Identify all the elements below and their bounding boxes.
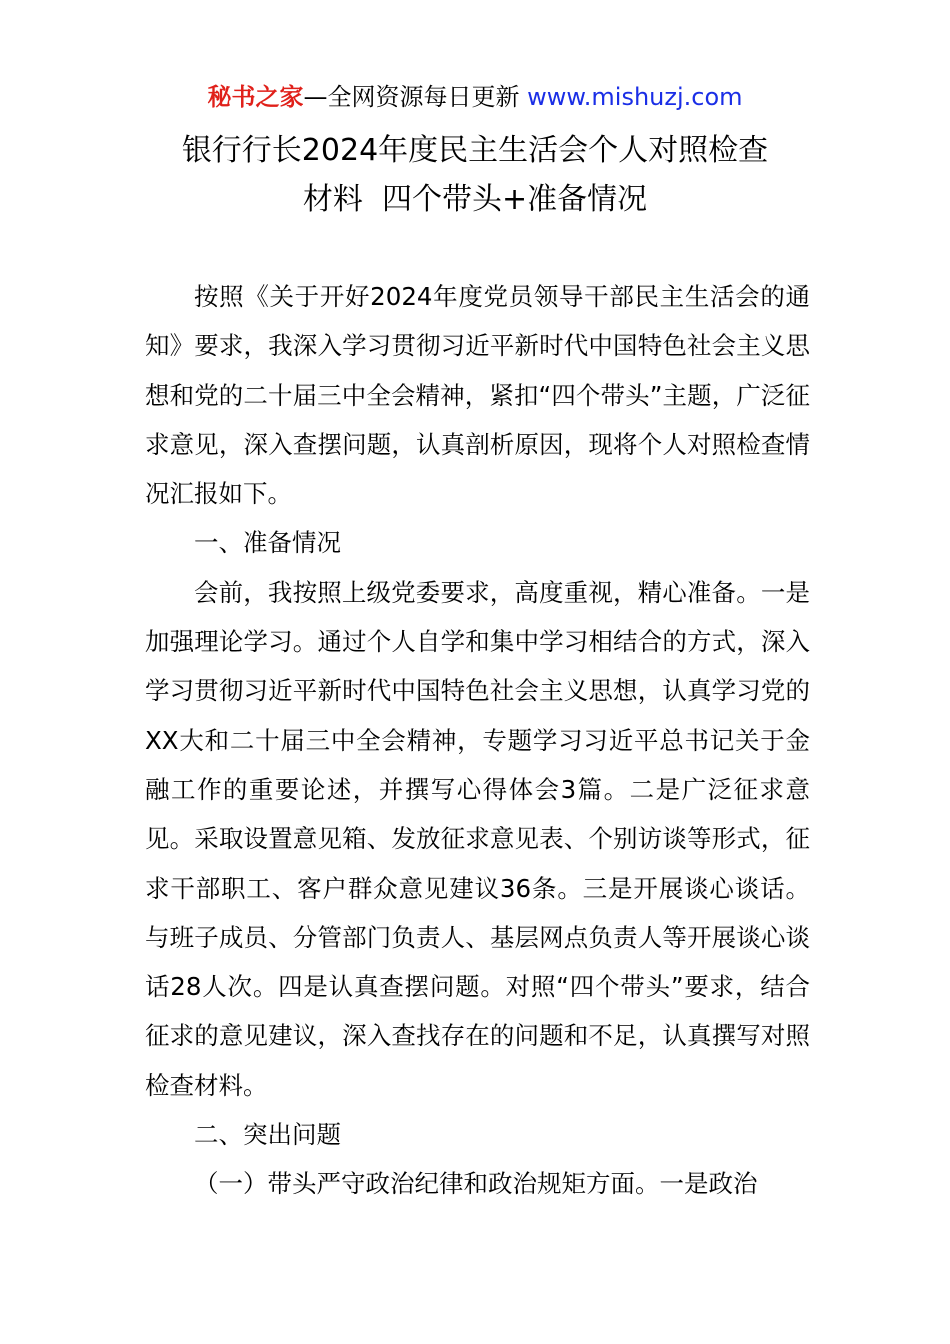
preparation-paragraph: 会前，我按照上级党委要求，高度重视，精心准备。一是加强理论学习。通过个人自学和集中学习相结合的方式，深入学习贯彻习近平新时代中国特色社会主义思想，认真学习党的XX大和二十届三中全会精神，专题学习习近平总书记关于金融工作的重要论述，并撰写心得体会3篇。二是广泛征求意见。采取设置意见箱、发放征求意见表、个别访谈等形式，征求干部职工、客户群众意见建议36条。三是开展谈心谈话。与班子成员、分管部门负责人、基层网点负责人等开展谈心谈话28人次。四是认真查摆问题。对照“四个带头”要求，结合征求的意见建议，深入查找存在的问题和不足，认真撰写对照检查材料。 xyxy=(145,577,810,1100)
problem-item-1: （一）带头严守政治纪律和政治规矩方面。一是政治 xyxy=(194,1169,758,1199)
section-heading-problems: 二、突出问题 xyxy=(194,1120,341,1150)
document-body xyxy=(145,272,810,1209)
document-title xyxy=(100,126,850,224)
site-header xyxy=(0,80,950,114)
header-tagline: —全网资源每日更新 xyxy=(303,83,520,111)
site-url-link[interactable]: www.mishuzj.com xyxy=(527,83,743,111)
section-heading-preparation: 一、准备情况 xyxy=(194,528,341,558)
title-line-1: 银行行长2024年度民主生活会个人对照检查 xyxy=(181,133,769,168)
title-line-2: 材料 四个带头+准备情况 xyxy=(302,182,648,217)
brand-name: 秘书之家 xyxy=(207,83,304,111)
intro-paragraph: 按照《关于开好2024年度党员领导干部民主生活会的通知》要求，我深入学习贯彻习近平新时代中国特色社会主义思想和党的二十届三中全会精神，紧扣“四个带头”主题，广泛征求意见，深入查摆问题，认真剖析原因，现将个人对照检查情况汇报如下。 xyxy=(145,282,810,509)
